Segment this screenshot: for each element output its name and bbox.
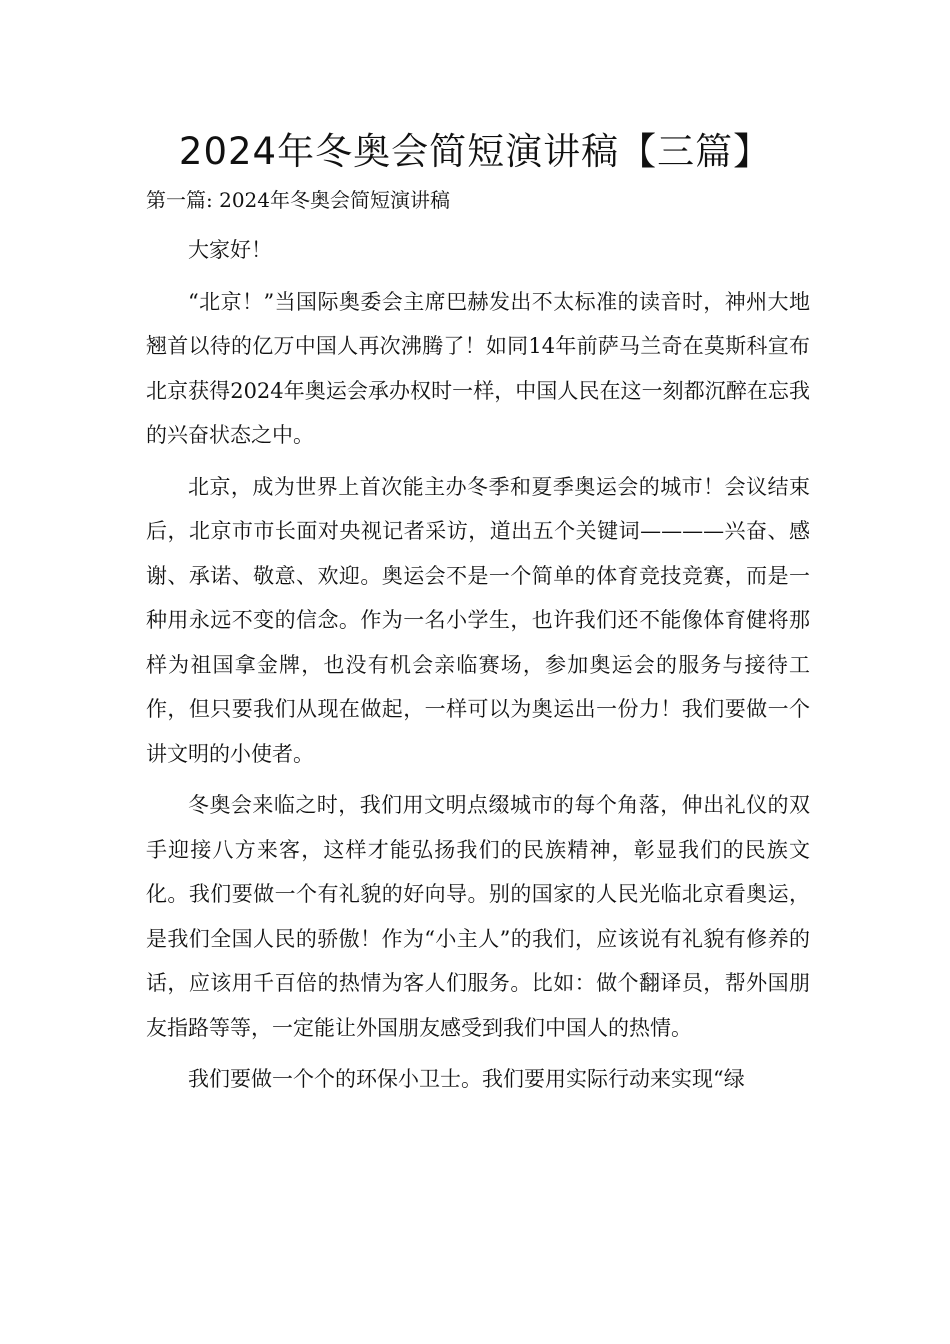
paragraph: “北京！”当国际奥委会主席巴赫发出不太标准的读音时，神州大地翘首以待的亿万中国人再次沸腾了！如同14年前萨马兰奇在莫斯科宣布北京获得2024年奥运会承办权时一样，中国人民在这一刻都沉醉在忘我的兴奋状态之中。 xyxy=(146,289,810,447)
paragraph: 北京，成为世界上首次能主办冬季和夏季奥运会的城市！会议结束后，北京市市长面对央视记者采访，道出五个关键词————兴奋、感谢、承诺、敬意、欢迎。奥运会不是一个简单的体育竞技竞赛，而是一种用永远不变的信念。作为一名小学生，也许我们还不能像体育健将那样为祖国拿金牌，也没有机会亲临赛场，参加奥运会的服务与接待工作，但只要我们从现在做起，一样可以为奥运出一份力！我们要做一个讲文明的小使者。 xyxy=(146,474,810,766)
paragraph-greeting: 大家好！ xyxy=(188,238,272,262)
document-body xyxy=(146,228,810,1102)
section-subtitle: 第一篇: 2024年冬奥会简短演讲稿 xyxy=(146,188,450,212)
document-title: 2024年冬奥会简短演讲稿【三篇】 xyxy=(178,130,772,173)
paragraph: 我们要做一个个的环保小卫士。我们要用实际行动来实现“绿 xyxy=(188,1067,745,1091)
paragraph: 冬奥会来临之时，我们用文明点缀城市的每个角落，伸出礼仪的双手迎接八方来客，这样才能弘扬我们的民族精神，彰显我们的民族文化。我们要做一个有礼貌的好向导。别的国家的人民光临北京看奥运，是我们全国人民的骄傲！作为“小主人”的我们，应该说有礼貌有修养的话，应该用千百倍的热情为客人们服务。比如：做个翻译员，帮外国朋友指路等等，一定能让外国朋友感受到我们中国人的热情。 xyxy=(146,793,810,1040)
